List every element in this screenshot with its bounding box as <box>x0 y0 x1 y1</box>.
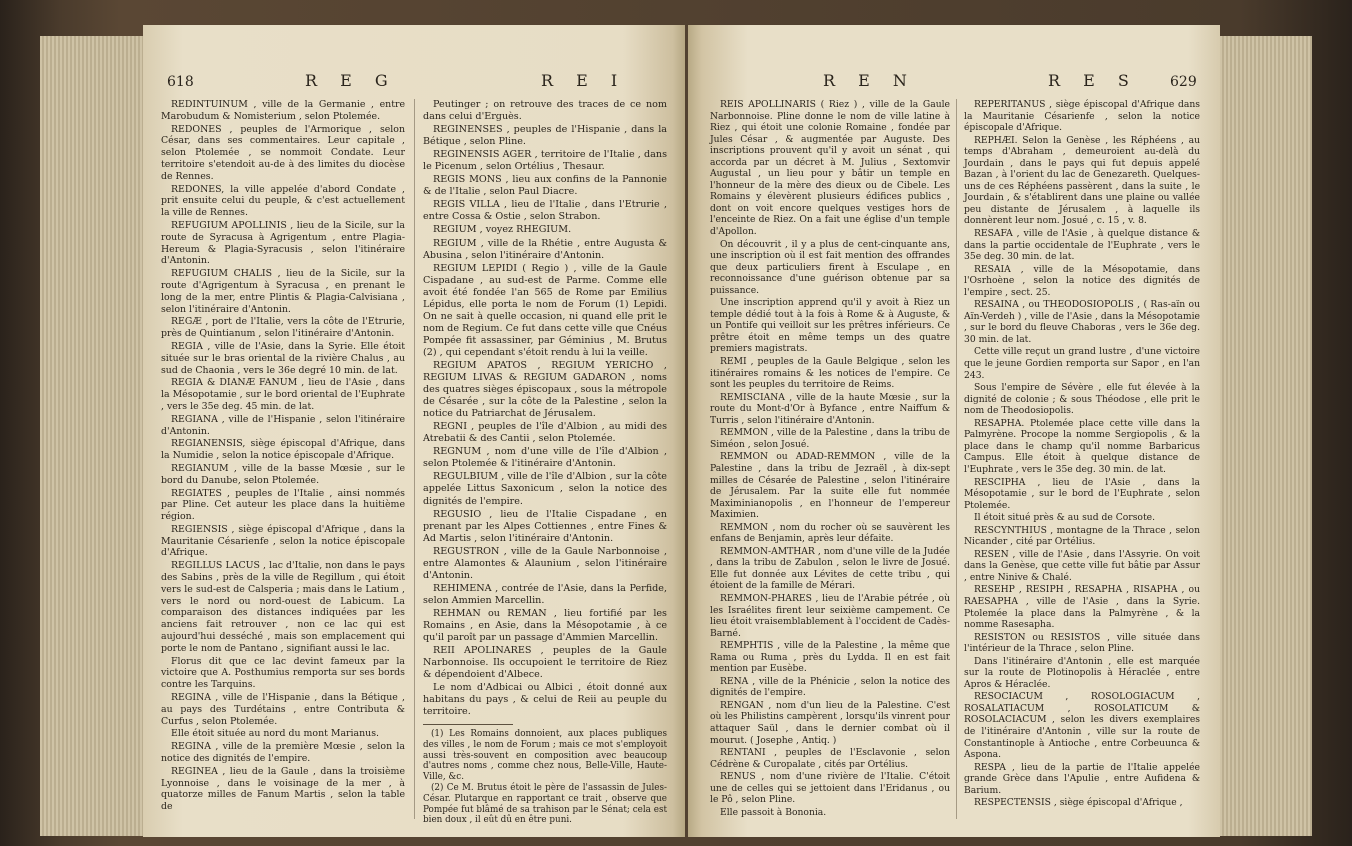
dictionary-entry: RENA , ville de la Phénicie , selon la notice des dignités de l'empire. <box>710 675 950 699</box>
dictionary-entry: REHIMENA , contrée de l'Asie, dans la Perfide, selon Ammien Marcellin. <box>423 582 667 606</box>
dictionary-entry: REGIS MONS , lieu aux confins de la Pannonie & de l'Italie , selon Paul Diacre. <box>423 174 667 198</box>
dictionary-entry: REGIANENSIS, siège épiscopal d'Afrique, dans la Numidie , selon la notice épiscopale d'Afrique. <box>161 438 405 462</box>
running-head-left-1: R E G <box>305 71 397 90</box>
right-page-column-1 <box>710 99 950 818</box>
running-head-right-2: R E S <box>1048 71 1138 90</box>
dictionary-entry: REGNUM , nom d'une ville de l'île d'Albion , selon Ptolemée & l'itinéraire d'Antonin. <box>423 446 667 470</box>
left-page <box>143 25 685 837</box>
left-page-column-2 <box>423 99 667 826</box>
footnote: (1) Les Romains donnoient, aux places publiques des villes , le nom de Forum ; mais ce mot s'employoit aussi très-souvent en composition avec beaucoup d'autres noms , comme chez nous, Belle-Ville, Haute-Ville, &c. <box>423 729 667 782</box>
dictionary-entry: REMMON , ville de la Palestine , dans la tribu de Siméon , selon Josué. <box>710 427 950 450</box>
dictionary-entry: RENTANI , peuples de l'Esclavonie , selon Cédrène & Curopalate , cités par Ortélius. <box>710 747 950 770</box>
dictionary-entry: REPERITANUS , siège épiscopal d'Afrique dans la Mauritanie Césarienfe , selon la notice épiscopale d'Afrique. <box>964 99 1200 134</box>
dictionary-entry: REMMON , nom du rocher où se sauvèrent les enfans de Benjamin, après leur défaite. <box>710 521 950 545</box>
dictionary-entry: RESAIA , ville de la Mésopotamie, dans l'Osrhoène , selon la notice des dignités de l'empire , sect. 25. <box>964 263 1200 298</box>
dictionary-entry: RESCIPHA , lieu de l'Asie , dans la Mésopotamie , sur le bord de l'Euphrate , selon Ptolemée. <box>964 476 1200 511</box>
dictionary-entry: RESOCIACUM , ROSOLOGIACUM , ROSALATIACUM , ROSOLATICUM & ROSOLACIACUM , selon les divers exemplaires de l'itinéraire d'Antonin , ville sur la route de Constantinople à Antioche , entre Corbeuunca & Aspona. <box>964 691 1200 761</box>
dictionary-entry: REGIS VILLA , lieu de l'Italie , dans l'Etrurie , entre Cossa & Ostie , selon Strabon. <box>423 199 667 223</box>
dictionary-entry: REGIA & DIANÆ FANUM , lieu de l'Asie , dans la Mésopotamie , sur le bord oriental de l'Euphrate , vers le 35e deg. 45 min. de lat. <box>161 377 405 412</box>
dictionary-entry: REDINTUINUM , ville de la Germanie , entre Marobudum & Nomisterium , selon Ptolemée. <box>161 99 405 122</box>
dictionary-entry: REMMON ou ADAD-REMMON , ville de la Palestine , dans la tribu de Jezraël , à dix-sept milles de Césarée de Palestine , selon l'itinéraire de Jérusalem. Par la suite elle fut nommée Maximinianopolis , en l'honneur de l'empereur Maximien. <box>710 451 950 521</box>
dictionary-entry: Elle étoit située au nord du mont Marianus. <box>171 728 379 740</box>
dictionary-entry: RENUS , nom d'une rivière de l'Italie. C'étoit une de celles qui se jettoient dans l'Eridanus , ou le Pô , selon Pline. <box>710 771 950 806</box>
footnotes <box>423 729 667 825</box>
footnote-rule <box>423 724 513 725</box>
dictionary-entry: Cette ville reçut un grand lustre , d'une victoire que le jeune Gordien remporta sur Sapor , en l'an 243. <box>964 346 1200 381</box>
left-page-column-1 <box>161 99 405 813</box>
dictionary-entry: REGINENSIS AGER , territoire de l'Italie , dans le Picenum , selon Ortélius , Thesaur. <box>423 149 667 173</box>
right-page-stack-edge <box>1220 36 1312 836</box>
dictionary-entry: REFUGIUM APOLLINIS , lieu de la Sicile, sur la route de Syracusa à Agrigentum , entre Plagia-Hereum & Plagia-Syracusis , selon l'itinéraire d'Antonin. <box>161 219 405 267</box>
dictionary-entry: REGIUM APATOS , REGIUM YERICHO , REGIUM LIVAS & REGIUM GADARON , noms des quatres sièges épiscopaux , sous la métropole de Césarée , sur la côte de la Palestine , selon la notice du Patriarchat de Jérusalem. <box>423 359 667 420</box>
dictionary-entry: REGINA , ville de l'Hispanie , dans la Bétique , au pays des Turdétains , entre Contributa & Curfus , selon Ptolemée. <box>161 692 405 727</box>
dictionary-entry: REMISCIANA , ville de la haute Mœsie , sur la route du Mont-d'Or à Byfance , entre Naiffum & Turris , selon l'itinéraire d'Antonin. <box>710 391 950 426</box>
dictionary-entry: REGNI , peuples de l'île d'Albion , au midi des Atrebatii & des Cantii , selon Ptolemée. <box>423 421 667 445</box>
dictionary-entry: REMMON-AMTHAR , nom d'une ville de la Judée , dans la tribu de Zabulon , selon le livre de Josué. Elle fut donnée aux Lévites de cette tribu , qui étoient de la famille de Mérari. <box>710 545 950 592</box>
dictionary-entry: Florus dit que ce lac devint fameux par la victoire que A. Posthumius remporta sur ses bords contre les Tarquins. <box>161 655 405 691</box>
dictionary-entry: REFUGIUM CHALIS , lieu de la Sicile, sur la route d'Agrigentum à Syracusa , en prenant le long de la mer, entre Plintis & Plagia-Calvisiana , selon l'itinéraire d'Antonin. <box>161 268 405 315</box>
dictionary-entry: REGINENSES , peuples de l'Hispanie , dans la Bétique , selon Pline. <box>423 124 667 148</box>
dictionary-entry: Le nom d'Adbicai ou Albici , étoit donné aux habitans du pays , & celui de Reii au peuple du territoire. <box>423 682 667 718</box>
dictionary-entry: Dans l'itinéraire d'Antonin , elle est marquée sur la route de Plotinopolis à Héraclée , entre Apros & Héraclée. <box>964 655 1200 690</box>
dictionary-entry: REGÆ , port de l'Italie, vers la côte de l'Etrurie, près de Quintianum , selon l'itinéraire d'Antonin. <box>161 316 405 340</box>
dictionary-entry: RESPA , lieu de la partie de l'Italie appelée grande Grèce dans l'Apulie , entre Aufidena & Barium. <box>964 761 1200 796</box>
page-number-left: 618 <box>167 74 194 90</box>
column-separator <box>956 99 957 819</box>
dictionary-entry: REGIUM , ville de la Rhétie , entre Augusta & Abusina , selon l'itinéraire d'Antonin. <box>423 237 667 261</box>
right-page <box>688 25 1220 837</box>
dictionary-entry: REGULBIUM , ville de l'île d'Albion , sur la côte appelée Littus Saxonicum , selon la notice des dignités de l'empire. <box>423 471 667 507</box>
dictionary-entry: RESPECTENSIS , siège épiscopal d'Afrique , <box>974 797 1183 809</box>
dictionary-entry: Sous l'empire de Sévère , elle fut élevée à la dignité de colonie ; & sous Théodose , elle prit le nom de Theodosiopolis. <box>964 382 1200 417</box>
dictionary-entry: REGIUM LEPIDI ( Regio ) , ville de la Gaule Cispadane , au sud-est de Parme. Comme elle avoit été fondée l'an 565 de Rome par Emilius Lépidus, elle porta le nom de Forum (1) Lepidi. On ne sait à quelle occasion, ni quand elle prit le nom de Regium. Ce fut dans cette ville que Cnéus Pompée fit assassiner, par Géminius , M. Brutus (2) , qui cependant s'étoit rendu à lui la veille. <box>423 262 667 358</box>
dictionary-entry: Elle passoit à Bononia. <box>720 806 827 818</box>
dictionary-entry: REGINEA , lieu de la Gaule , dans la troisième Lyonnoise , dans le voisinage de la mer , à quatorze milles de Fanum Martis , selon la table de <box>161 765 405 813</box>
dictionary-entry: Il étoit situé près & au sud de Corsote. <box>974 512 1156 524</box>
dictionary-entry: On découvrit , il y a plus de cent-cinquante ans, une inscription où il est fait mention des offrandes que deux particuliers firent à Esculape , en reconnoissance d'une guérison obtenue par sa puissance. <box>710 238 950 296</box>
running-head-right-1: R E N <box>823 71 916 90</box>
dictionary-entry: RENGAN , nom d'un lieu de la Palestine. C'est où les Philistins campèrent , lorsqu'ils vinrent pour attaquer Saül , dans le dernier combat où il mourut. ( Josephe , Antiq. ) <box>710 699 950 746</box>
dictionary-entry: Une inscription apprend qu'il y avoit à Riez un temple dédié tout à la fois à Rome & à Auguste, & un Pontife qui veilloit sur les prêtres inférieurs. Ce prêtre étoit en même temps un des quatre premiers magistrats. <box>710 297 950 355</box>
dictionary-entry: RESAINA , ou THEODOSIOPOLIS , ( Ras-aïn ou Aïn-Verdeh ) , ville de l'Asie , dans la Mésopotamie , sur le bord du fleuve Chaboras , vers le 36e deg. 30 min. de lat. <box>964 299 1200 345</box>
dictionary-entry: REII APOLINARES , peuples de la Gaule Narbonnoise. Ils occupoient le territoire de Riez & dépendoient d'Albece. <box>423 645 667 681</box>
dictionary-entry: REGIANUM , ville de la basse Mœsie , sur le bord du Danube, selon Ptolemée. <box>161 462 405 486</box>
dictionary-entry: REHMAN ou REMAN , lieu fortifié par les Romains , en Asie, dans la Mésopotamie , à ce qu'il paroît par un passage d'Ammien Marcellin. <box>423 607 667 644</box>
dictionary-entry: RESAPHA. Ptolemée place cette ville dans la Palmyrène. Procope la nomme Sergiopolis , & la place dans le champ qu'il nomme Barbaricus Campus. Elle étoit à quelque distance de l'Euphrate , vers le 35e deg. 30 min. de lat. <box>964 417 1200 475</box>
right-page-column-2 <box>964 99 1200 809</box>
dictionary-entry: REMI , peuples de la Gaule Belgique , selon les itinéraires romains & les notices de l'empire. Ce sont les peuples du territoire de Reims. <box>710 356 950 391</box>
dictionary-entry: REGUSTRON , ville de la Gaule Narbonnoise , entre Alamontes & Alaunium , selon l'itinéraire d'Antonin. <box>423 545 667 581</box>
running-head-left-2: R E I <box>541 71 627 90</box>
dictionary-entry: RESCYNTHIUS , montagne de la Thrace , selon Nicander , cité par Ortélius. <box>964 524 1200 548</box>
dictionary-entry: REMMON-PHARES , lieu de l'Arabie pétrée , où les Israélites firent leur seixième campement. Ce lieu étoit vraisemblablement à l'occident de Cadès-Barné. <box>710 592 950 639</box>
dictionary-entry: REMPHTIS , ville de la Palestine , la même que Rama ou Ruma , près du Lydda. Il en est fait mention par Eusèbe. <box>710 640 950 675</box>
page-number-right: 629 <box>1170 74 1197 90</box>
dictionary-entry: RESEN , ville de l'Asie , dans l'Assyrie. On voit dans la Genèse, que cette ville fut bâtie par Assur , entre Ninive & Chalé. <box>964 548 1200 583</box>
dictionary-entry: REPHÆI. Selon la Genèse , les Réphéens , au temps d'Abraham , demeuroient au-delà du Jourdain , dans le pays qui fut depuis appelé Bazan , à l'orient du lac de Genezareth. Quelques-uns de ces Réphéens passèrent , dans la suite , le Jourdain , & s'établirent dans une plaine ou vallée peu distante de Jérusalem , à laquelle ils donnèrent leur nom. Josué , c. 15 , v. 8. <box>964 134 1200 227</box>
column-separator <box>414 99 415 819</box>
left-page-stack-edge <box>40 36 144 836</box>
dictionary-entry: REGIATES , peuples de l'Italie , ainsi nommés par Pline. Cet auteur les place dans la huitième région. <box>161 487 405 523</box>
dictionary-entry: REGUSIO , lieu de l'Italie Cispadane , en prenant par les Alpes Cottiennes , entre Fines & Ad Martis , selon l'itinéraire d'Antonin. <box>423 508 667 544</box>
dictionary-entry: REIS APOLLINARIS ( Riez ) , ville de la Gaule Narbonnoise. Pline donne le nom de ville latine à Riez , qui étoit une colonie Romaine , fondée par Jules César , & augmentée par Auguste. Des inscriptions prouvent qu'il y avoit un sénat , qui accorda par un décret à M. Julius , Sextomvir Augustal , un lieu pour y bâtir un temple en l'honneur de la mère des dieux ou de Cibele. Les Romains y élevèrent plusieurs édifices publics , dont on voit encore quelques vestiges hors de l'enceinte de Riez. On a fait une église d'un temple d'Apollon. <box>710 99 950 238</box>
dictionary-entry: REDONES, la ville appelée d'abord Condate , prit ensuite celui du peuple, & c'est actuellement la ville de Rennes. <box>161 183 405 219</box>
dictionary-entry: REGIUM , voyez RHEGIUM. <box>433 224 572 236</box>
dictionary-entry: Peutinger ; on retrouve des traces de ce nom dans celui d'Erguès. <box>423 99 667 123</box>
dictionary-entry: REGIENSIS , siège épiscopal d'Afrique , dans la Mauritanie Césarienfe , selon la notice épiscopale d'Afrique. <box>161 523 405 559</box>
dictionary-entry: REDONES , peuples de l'Armorique , selon César, dans ses commentaires. Leur capitale , selon Ptolemée , se nommoit Condate. Leur territoire s'etendoit au-de à des limites du diocèse de Rennes. <box>161 123 405 182</box>
dictionary-entry: RESEHP , RESIPH , RESAPHA , RISAPHA , ou RAESAPHA , ville de l'Asie , dans la Syrie. Ptolemée la place dans la Palmyrène , & la nomme Rasesapha. <box>964 584 1200 631</box>
footnote: (2) Ce M. Brutus étoit le père de l'assassin de Jules-César. Plutarque en rapportant ce trait , observe que Pompée fut blâmé de sa trahison par le Sénat; cela est bien doux , il eût dû en être puni. <box>423 783 667 826</box>
dictionary-entry: REGIA , ville de l'Asie, dans la Syrie. Elle étoit située sur le bras oriental de la rivière Chalus , au sud de Chaonia , vers le 36e degré 10 min. de lat. <box>161 340 405 376</box>
dictionary-entry: REGILLUS LACUS , lac d'Italie, non dans le pays des Sabins , près de la ville de Regillum , qui étoit vers le sud-est de Calsperia ; mais dans le Latium , vers le nord ou nord-ouest de Labicum. La comparaison des distances indiquées par les anciens fait retrouver , non ce lac qui est aujourd'hui desséché , mais son emplacement qui porte le nom de Pantano , signifiant aussi le lac. <box>161 560 405 654</box>
dictionary-entry: RESAFA , ville de l'Asie , à quelque distance & dans la partie occidentale de l'Euphrate , vers le 35e deg. 30 min. de lat. <box>964 228 1200 263</box>
dictionary-entry: REGIANA , ville de l'Hispanie , selon l'itinéraire d'Antonin. <box>161 413 405 437</box>
dictionary-entry: RESISTON ou RESISTOS , ville située dans l'intérieur de la Thrace , selon Pline. <box>964 631 1200 655</box>
dictionary-entry: REGINA , ville de la première Mœsie , selon la notice des dignités de l'empire. <box>161 741 405 765</box>
